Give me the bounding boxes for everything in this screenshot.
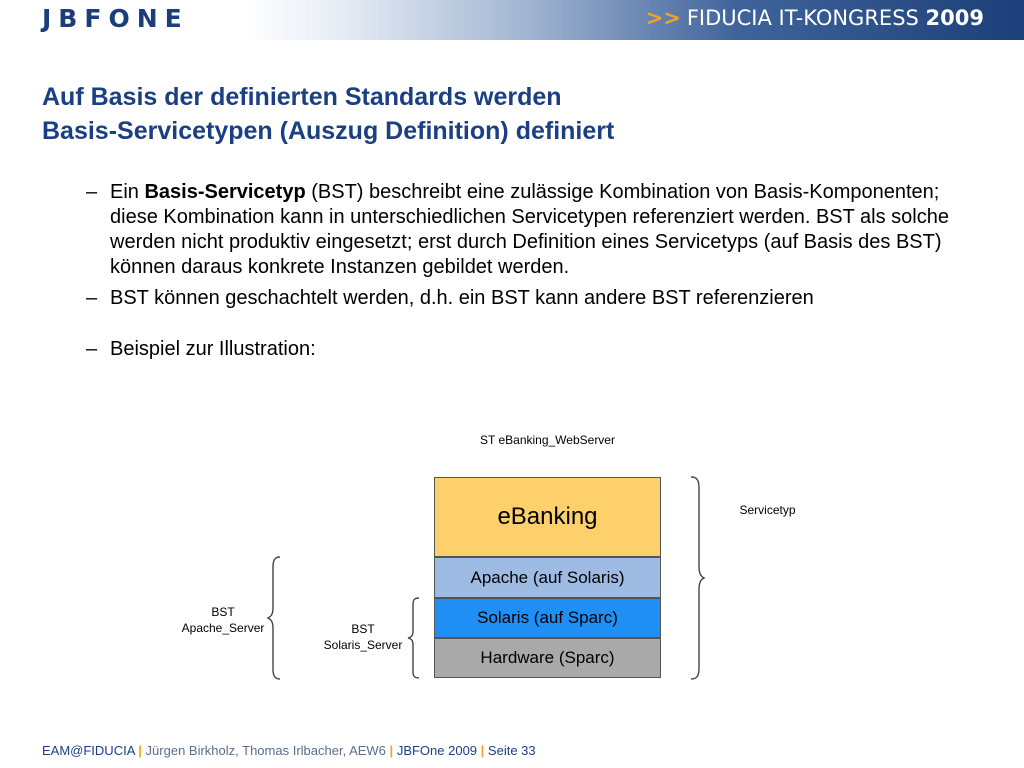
footer-authors: Jürgen Birkholz, Thomas Irlbacher, AEW6	[145, 743, 386, 758]
bullet-text: Beispiel zur Illustration:	[110, 338, 316, 360]
layer-solaris: Solaris (auf Sparc)	[434, 598, 661, 638]
bullet-dash: –	[86, 181, 98, 203]
layer-apache: Apache (auf Solaris)	[434, 557, 661, 598]
bullet-dash: –	[86, 338, 98, 360]
footer	[42, 743, 536, 758]
bst-solaris-line-2: Solaris_Server	[323, 638, 403, 652]
layer-ebanking: eBanking	[434, 477, 661, 557]
title-line-2: Basis-Servicetypen (Auszug Definition) definiert	[42, 117, 615, 145]
congress-prefix: >>	[645, 6, 681, 30]
footer-org: EAM@FIDUCIA	[42, 743, 135, 758]
bullet-text: Ein	[110, 181, 145, 203]
bullet-list	[86, 180, 976, 362]
footer-page: Seite 33	[487, 743, 536, 758]
servicetyp-brace	[691, 477, 704, 679]
page-title	[42, 80, 982, 148]
footer-separator: |	[389, 743, 394, 758]
congress-name: FIDUCIA IT-KONGRESS	[686, 6, 919, 30]
congress-year: 2009	[925, 6, 984, 30]
jbfone-logo: JBFO NE	[42, 4, 189, 33]
bullet-text: (BST) beschreibt eine zulässige Kombination von Basis-Komponenten; diese Kombination kann in unterschiedlichen Servicetypen referenziert werden. BST als solche werden nicht produktiv eingesetzt; erst durch Definition eines Servicetyps (auf Basis des BST) können daraus konkrete Instanzen gebildet werden.	[110, 181, 949, 278]
bullet-item-nesting	[86, 286, 976, 311]
bullet-item-example	[86, 337, 976, 362]
header-bar	[0, 0, 1024, 40]
bullet-item-bst-definition	[86, 180, 976, 280]
bullet-bold-term: Basis-Servicetyp	[144, 181, 306, 203]
congress-banner	[646, 6, 984, 30]
bst-apache-line-1: BST	[211, 605, 235, 619]
footer-separator: |	[138, 743, 142, 758]
bullet-text: BST können geschachtelt werden, d.h. ein BST kann andere BST referenzieren	[110, 287, 814, 309]
footer-product: JBFOne 2009	[396, 743, 478, 758]
logo-accent-icon	[110, 8, 126, 16]
bullet-dash: –	[86, 287, 98, 309]
footer-separator: |	[480, 743, 485, 758]
layer-hardware: Hardware (Sparc)	[434, 638, 661, 678]
bst-solaris-label	[312, 621, 414, 653]
servicetyp-label: Servicetyp	[739, 503, 796, 517]
bst-solaris-line-1: BST	[351, 622, 375, 636]
bst-apache-label	[168, 604, 278, 636]
title-line-1: Auf Basis der definierten Standards werden	[42, 83, 562, 111]
diagram-top-label: ST eBanking_WebServer	[480, 433, 615, 447]
bst-apache-line-2: Apache_Server	[181, 621, 265, 635]
